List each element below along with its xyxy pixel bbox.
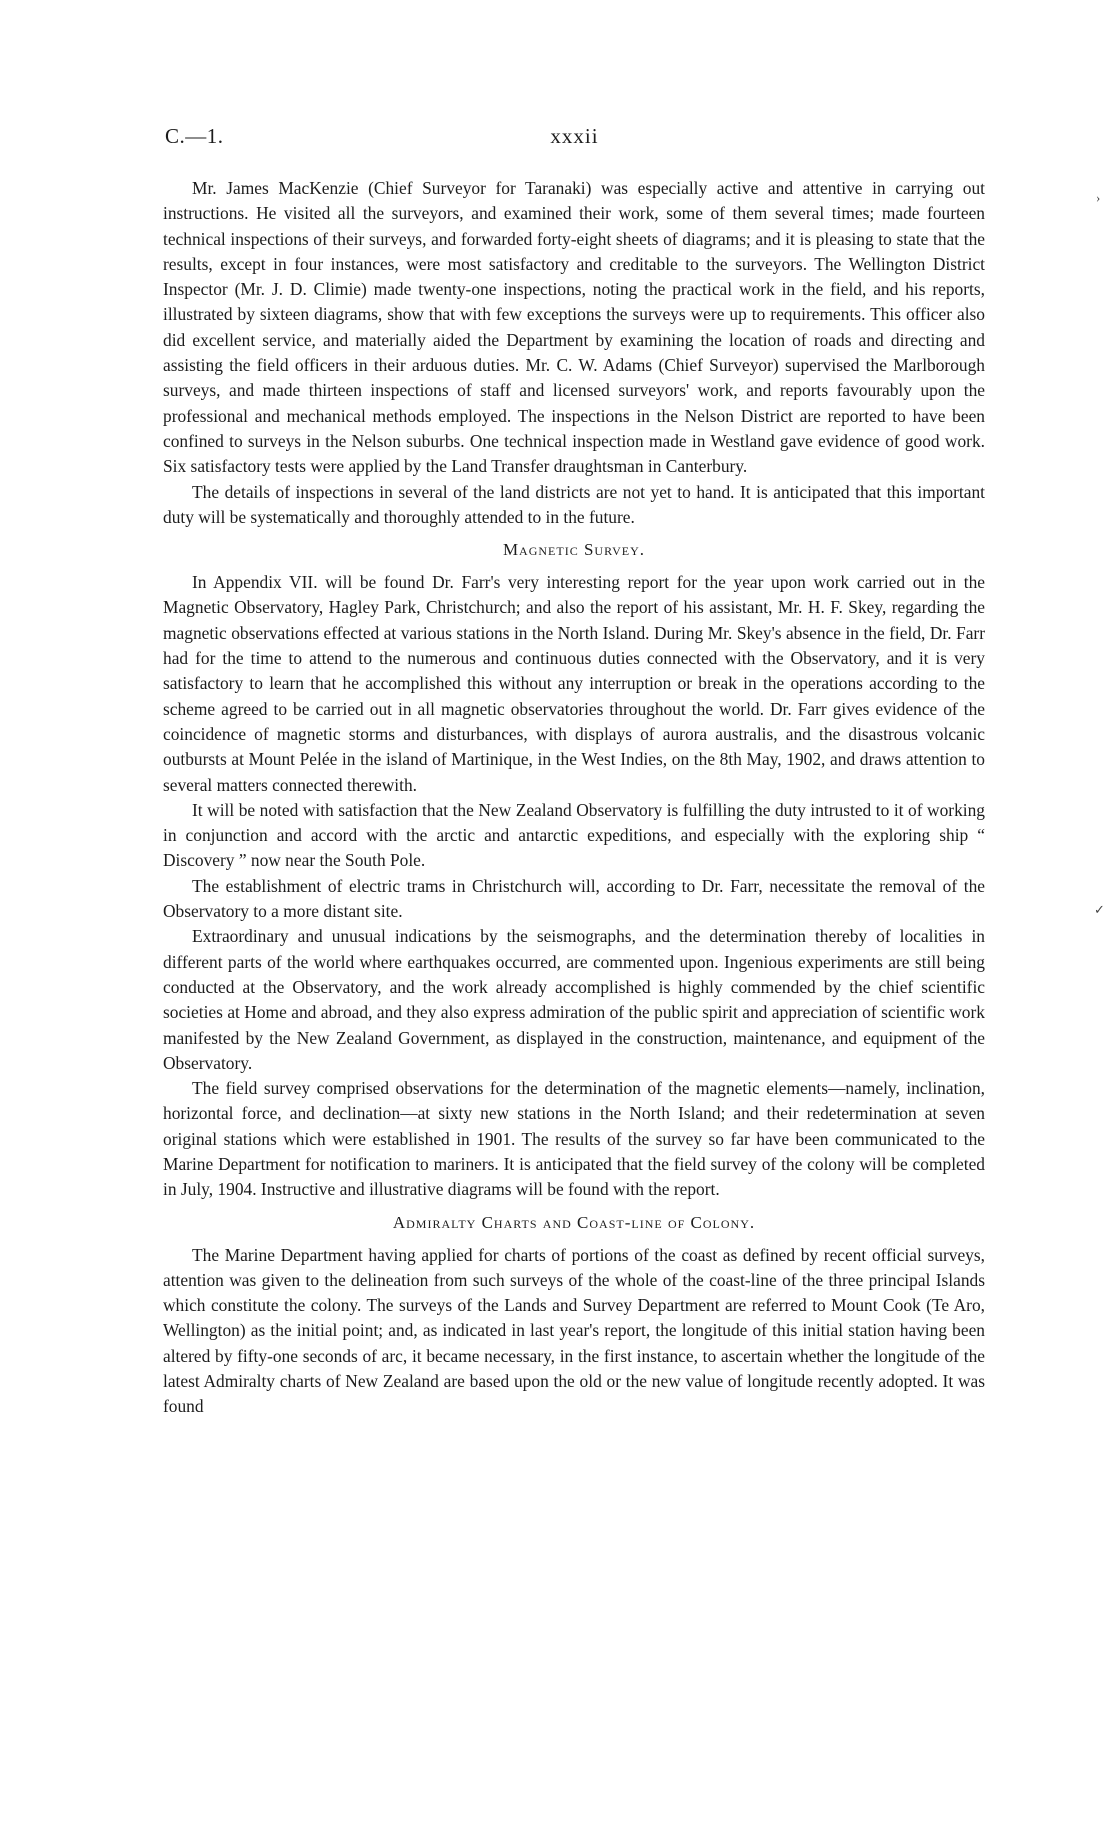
paragraph: The field survey comprised observations for the determination of the magnetic elements—namely, inclination, horizontal force, and declination—at sixty new stations in the North Island; and their redetermination at seven original stations which were established in 1901. The results of the survey so far have been communicated to the Marine Department for notification to mariners. It is anticipated that the field survey of the colony will be completed in July, 1904. Instructive and illustrative diagrams will be found with the report. xyxy=(163,1078,985,1200)
paragraph: Mr. James MacKenzie (Chief Surveyor for Taranaki) was especially active and attentive in carrying out instructions. He visited all the surveyors, and examined their work, some of them several times; made fourteen technical inspections of their surveys, and forwarded forty-eight sheets of diagrams; and it is pleasing to state that the results, except in four instances, were most satisfactory and creditable to the surveyors. The Wellington District Inspector (Mr. J. D. Climie) made twenty-one inspections, noting the practical work in the field, and his reports, illustrated by sixteen diagrams, show that with few exceptions the surveys were up to requirements. This officer also did excellent service, and materially aided the Department by examining the location of roads and directing and assisting the field officers in their arduous duties. Mr. C. W. Adams (Chief Surveyor) supervised the Marlborough surveys, and made thirteen inspections of staff and licensed surveyors' work, and reports favourably upon the professional and mechanical methods employed. The inspections in the Nelson District are reported to have been confined to surveys in the Nelson suburbs. One technical inspection made in Westland gave evidence of good work. Six satisfactory tests were applied by the Land Transfer draughtsman in Canterbury. xyxy=(163,178,985,477)
paragraph: The establishment of electric trams in Christchurch will, according to Dr. Farr, necessitate the removal of the Observatory to a more distant site. xyxy=(163,875,985,922)
margin-mark-upper: › xyxy=(1096,190,1101,205)
paragraph: In Appendix VII. will be found Dr. Farr's very interesting report for the year upon work carried out in the Magnetic Observatory, Hagley Park, Christchurch; and also the report of his assistant, Mr. H. F. Skey, regarding the magnetic observations effected at various stations in the North Island. During Mr. Skey's absence in the field, Dr. Farr had for the time to attend to the numerous and continuous duties connected with the Observatory, and it is very satisfactory to learn that he accomplished this without any interruption or break in the operations according to the scheme agreed to be carried out in all magnetic observatories throughout the world. Dr. Farr gives evidence of the coincidence of magnetic storms and disturbances, with displays of aurora australis, and the disastrous volcanic outbursts at Mount Pelée in the island of Martinique, in the West Indies, on the 8th May, 1902, and draws attention to several matters connected therewith. xyxy=(163,572,985,795)
margin-mark-lower: ✓ xyxy=(1094,902,1105,917)
paragraph: Extraordinary and unusual indications by the seismographs, and the determination thereby of localities in different parts of the world where earthquakes occurred, are commented upon. Ingenious experiments are still being conducted at the Observatory, and the work already accomplished is highly commended by the chief scientific societies at Home and abroad, and they also express admiration of the public spirit and appreciation of scientific work manifested by the New Zealand Government, as displayed in the construction, maintenance, and equipment of the Observatory. xyxy=(163,926,985,1073)
page-body xyxy=(163,176,985,1420)
section-heading-admiralty-charts: Admiralty Charts and Coast-line of Colony. xyxy=(392,1212,756,1232)
page-header xyxy=(165,124,984,156)
paragraph: The details of inspections in several of the land districts are not yet to hand. It is anticipated that this important duty will be systematically and thoroughly attended to in the future. xyxy=(163,481,985,527)
paragraph: It will be noted with satisfaction that the New Zealand Observatory is fulfilling the duty intrusted to it of working in conjunction and accord with the arctic and antarctic expeditions, and especially with the exploring ship “ Discovery ” now near the South Pole. xyxy=(163,799,985,871)
section-heading-magnetic-survey: Magnetic Survey. xyxy=(502,540,646,560)
paragraph: The Marine Department having applied for charts of portions of the coast as defined by recent official surveys, attention was given to the delineation from such surveys of the whole of the coast-line of the three principal Islands which constitute the colony. The surveys of the Lands and Survey Department are referred to Mount Cook (Te Aro, Wellington) as the initial point; and, as indicated in last year's report, the longitude of this initial station having been altered by fifty-one seconds of arc, it became necessary, in the first instance, to ascertain whether the longitude of the latest Admiralty charts of New Zealand are based upon the old or the new value of longitude recently adopted. It was found xyxy=(163,1244,985,1417)
page-number: xxxii xyxy=(550,124,599,148)
report-code: C.—1. xyxy=(165,124,224,148)
